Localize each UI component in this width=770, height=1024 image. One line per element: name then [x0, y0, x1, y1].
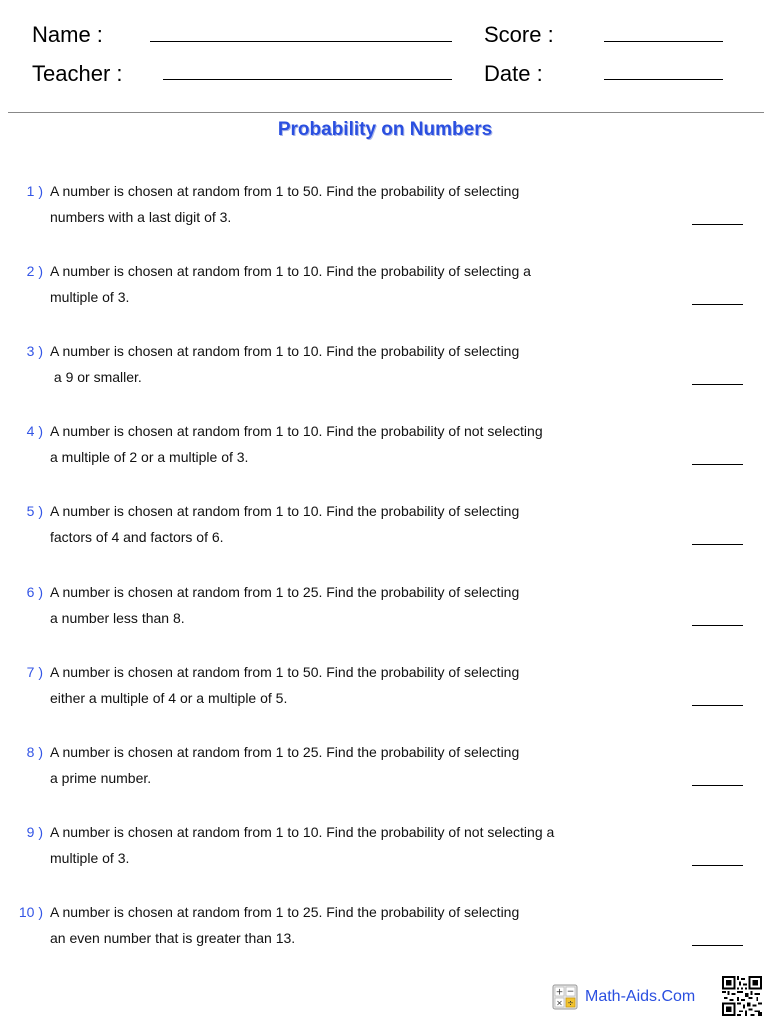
question-item	[0, 503, 770, 563]
question-text-line1: A number is chosen at random from 1 to 25. Find the probability of selecting	[50, 744, 520, 760]
question-number: 1 )	[26, 183, 43, 199]
question-number: 9 )	[26, 824, 43, 840]
calculator-icon	[552, 984, 578, 1010]
question-number: 10 )	[18, 904, 43, 920]
question-item	[0, 904, 770, 964]
question-text-line2: multiple of 3.	[50, 850, 130, 866]
worksheet-title: Probability on Numbers	[277, 119, 493, 140]
date-field[interactable]	[604, 79, 723, 80]
question-text-line1: A number is chosen at random from 1 to 10. Find the probability of not selecting	[50, 423, 543, 439]
question-text-line2: a multiple of 2 or a multiple of 3.	[50, 449, 249, 465]
question-item	[0, 744, 770, 804]
answer-blank[interactable]	[692, 865, 743, 866]
qr-code-icon	[722, 976, 762, 1016]
header-divider	[8, 112, 764, 113]
question-item	[0, 343, 770, 403]
question-number: 5 )	[26, 503, 43, 519]
question-text-line1: A number is chosen at random from 1 to 25. Find the probability of selecting	[50, 584, 520, 600]
score-field[interactable]	[604, 41, 723, 42]
question-number: 4 )	[26, 423, 43, 439]
question-text-line2: a prime number.	[50, 770, 152, 786]
question-item	[0, 263, 770, 323]
question-text-line1: A number is chosen at random from 1 to 10. Find the probability of selecting a	[50, 263, 531, 279]
question-text-line2: an even number that is greater than 13.	[50, 930, 296, 946]
question-text-line1: A number is chosen at random from 1 to 50. Find the probability of selecting	[50, 664, 520, 680]
question-number: 7 )	[26, 664, 43, 680]
question-number: 6 )	[26, 584, 43, 600]
answer-blank[interactable]	[692, 705, 743, 706]
question-text-line1: A number is chosen at random from 1 to 10. Find the probability of selecting	[50, 343, 520, 359]
brand-link[interactable]: Math-Aids.Com	[585, 988, 696, 1005]
date-label: Date :	[484, 61, 543, 86]
answer-blank[interactable]	[692, 625, 743, 626]
answer-blank[interactable]	[692, 785, 743, 786]
question-text-line2: either a multiple of 4 or a multiple of 5.	[50, 690, 288, 706]
question-text-line1: A number is chosen at random from 1 to 10. Find the probability of selecting	[50, 503, 520, 519]
svg-text:+: +	[555, 987, 564, 998]
answer-blank[interactable]	[692, 304, 743, 305]
question-item	[0, 664, 770, 724]
teacher-field[interactable]	[163, 79, 452, 80]
svg-text:÷: ÷	[567, 998, 574, 1008]
svg-text:−: −	[566, 987, 575, 997]
question-number: 8 )	[26, 744, 43, 760]
answer-blank[interactable]	[692, 544, 743, 545]
question-text-line1: A number is chosen at random from 1 to 10. Find the probability of not selecting a	[50, 824, 555, 840]
answer-blank[interactable]	[692, 945, 743, 946]
question-text-line2: factors of 4 and factors of 6.	[50, 529, 224, 545]
question-item	[0, 824, 770, 884]
question-text-line1: A number is chosen at random from 1 to 50. Find the probability of selecting	[50, 183, 520, 199]
score-label: Score :	[484, 22, 554, 47]
svg-text:×: ×	[556, 998, 563, 1008]
question-text-line2: a 9 or smaller.	[50, 369, 142, 385]
question-item	[0, 183, 770, 243]
question-text-line2: numbers with a last digit of 3.	[50, 209, 232, 225]
question-number: 2 )	[26, 263, 43, 279]
answer-blank[interactable]	[692, 384, 743, 385]
question-text-line2: multiple of 3.	[50, 289, 130, 305]
name-label: Name :	[32, 22, 103, 47]
question-text-line1: A number is chosen at random from 1 to 25. Find the probability of selecting	[50, 904, 520, 920]
answer-blank[interactable]	[692, 464, 743, 465]
question-text-line2: a number less than 8.	[50, 610, 185, 626]
question-item	[0, 584, 770, 644]
name-field[interactable]	[150, 41, 452, 42]
question-number: 3 )	[26, 343, 43, 359]
question-item	[0, 423, 770, 483]
answer-blank[interactable]	[692, 224, 743, 225]
teacher-label: Teacher :	[32, 61, 123, 86]
